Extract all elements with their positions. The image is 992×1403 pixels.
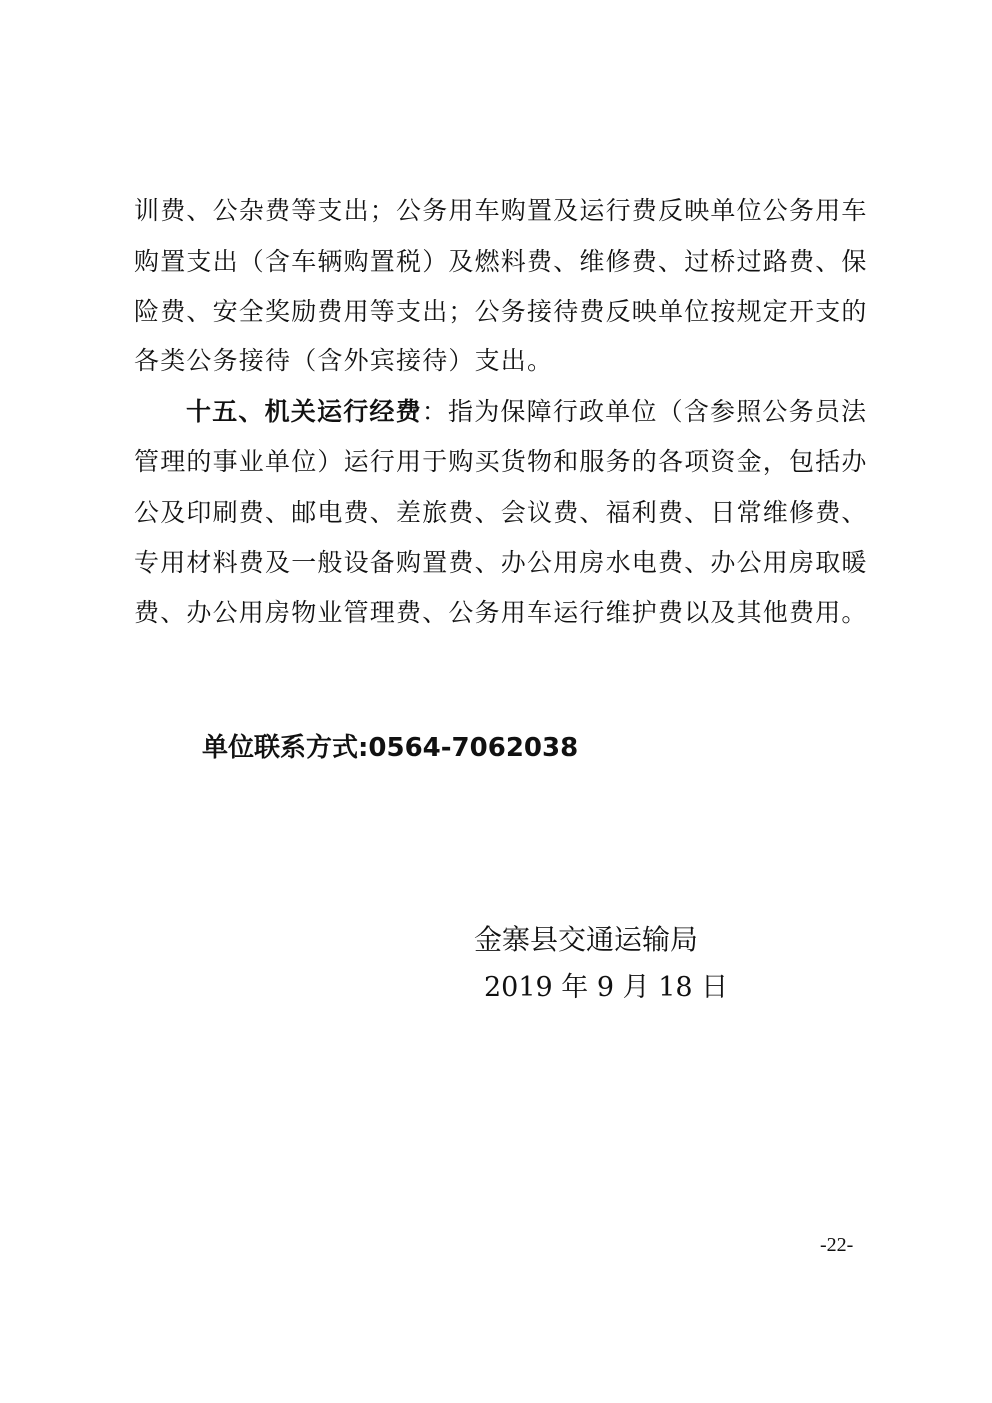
section-15-text-start: ：指为保障行政单位（含参照公务员法: [421, 397, 868, 426]
page-number: -22-: [820, 1234, 854, 1256]
body-line-1: 训费、公杂费等支出；公务用车购置及运行费反映单位公务用车: [134, 196, 868, 225]
section-15-line-3: 公及印刷费、邮电费、差旅费、会议费、福利费、日常维修费、: [134, 498, 868, 527]
section-15-first-line: [186, 394, 876, 430]
organization-name: 金寨县交通运输局: [474, 923, 699, 956]
section-15-line-2: 管理的事业单位）运行用于购买货物和服务的各项资金，包括办: [134, 447, 868, 476]
body-line-2: 购置支出（含车辆购置税）及燃料费、维修费、过桥过路费、保: [134, 247, 868, 276]
contact-phone: 单位联系方式:0564-7062038: [202, 733, 579, 763]
document-date: 2019 年 9 月 18 日: [484, 972, 729, 1003]
section-15-line-4: 专用材料费及一般设备购置费、办公用房水电费、办公用房取暖: [134, 548, 868, 577]
section-15-line-5: 费、办公用房物业管理费、公务用车运行维护费以及其他费用。: [134, 598, 868, 627]
body-line-4: 各类公务接待（含外宾接待）支出。: [134, 346, 554, 375]
body-line-3: 险费、安全奖励费用等支出；公务接待费反映单位按规定开支的: [134, 297, 868, 326]
section-15-heading: 十五、机关运行经费: [186, 397, 422, 426]
